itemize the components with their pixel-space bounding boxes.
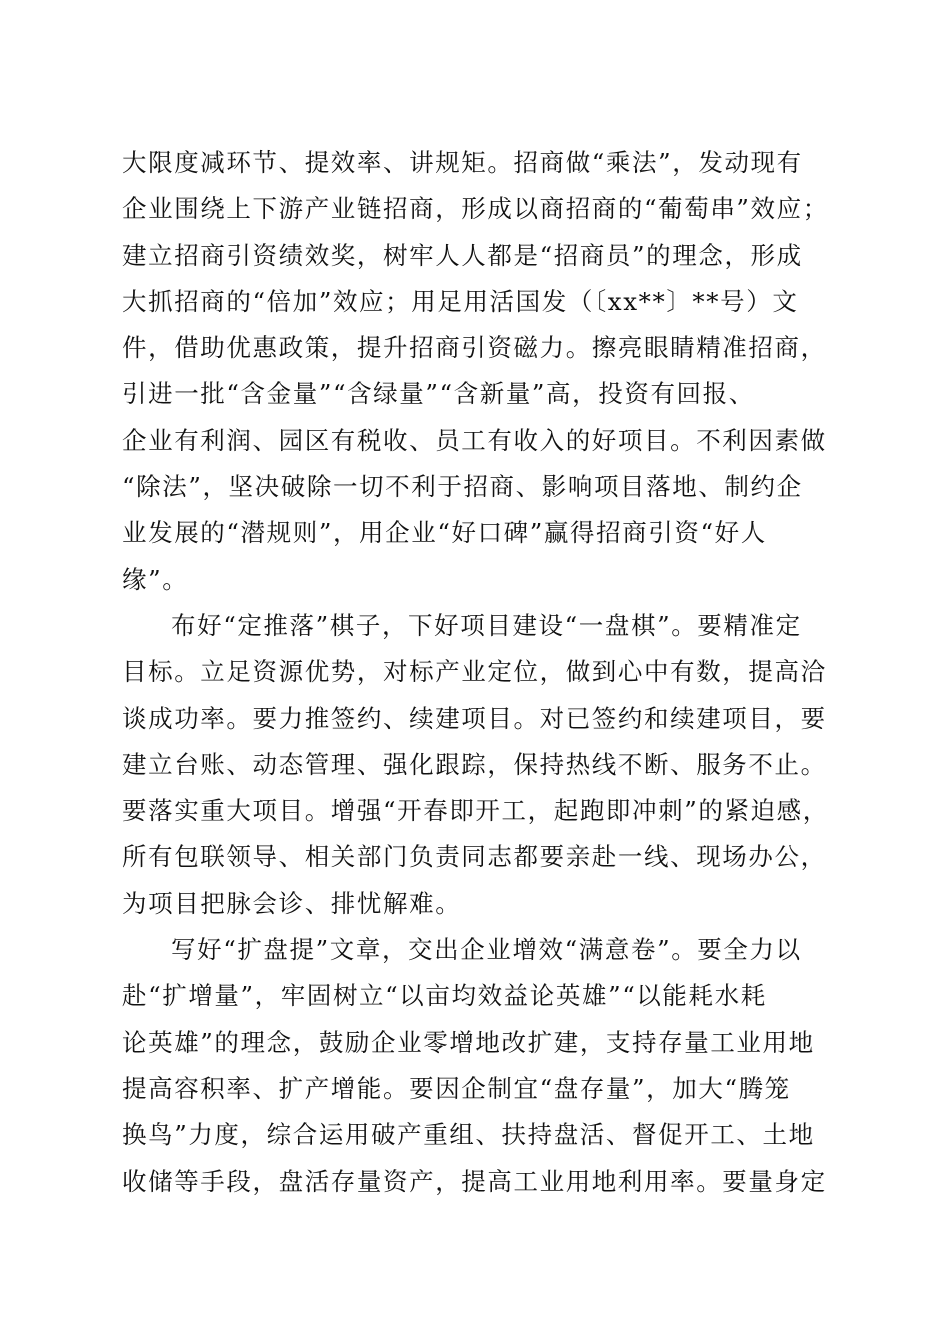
- paragraph-start-line: 布好“定推落”棋子，下好项目建设“一盘棋”。要精准定: [171, 610, 802, 640]
- text-line: 赴“扩增量”，牢固树立“以亩均效益论英雄”“以能耗水耗: [122, 981, 767, 1011]
- text-line: 收储等手段，盘活存量资产，提高工业用地利用率。要量身定: [122, 1166, 827, 1196]
- text-line: 缘”。: [122, 564, 189, 594]
- text-line: “除法”，坚决破除一切不利于招商、影响项目落地、制约企: [122, 472, 803, 502]
- text-line: 建立台账、动态管理、强化跟踪，保持热线不断、服务不止。: [122, 749, 827, 779]
- text-line: 建立招商引资绩效奖，树牢人人都是“招商员”的理念，形成: [122, 240, 803, 270]
- text-line: 所有包联领导、相关部门负责同志都要亲赴一线、现场办公，: [122, 842, 827, 872]
- text-line: 换鸟”力度，综合运用破产重组、扶持盘活、督促开工、土地: [122, 1120, 815, 1150]
- text-line: 论英雄”的理念，鼓励企业零增地改扩建，支持存量工业用地: [122, 1027, 815, 1057]
- paragraph-start-line: 写好“扩盘提”文章，交出企业增效“满意卷”。要全力以: [171, 935, 802, 965]
- text-line: 要落实重大项目。增强“开春即开工，起跑即冲刺”的紧迫感，: [122, 796, 829, 826]
- text-line: 大限度减环节、提效率、讲规矩。招商做“乘法”，发动现有: [122, 148, 803, 177]
- text-line: 大抓招商的“倍加”效应；用足用活国发（〔xx**〕**号）文: [122, 286, 799, 316]
- text-line: 引进一批“含金量”“含绿量”“含新量”高，投资有回报、: [122, 379, 755, 409]
- text-line: 业发展的“潜规则”，用企业“好口碑”赢得招商引资“好人: [122, 518, 767, 548]
- text-line: 提高容积率、扩产增能。要因企制宜“盘存量”，加大“腾笼: [122, 1073, 791, 1103]
- text-line: 企业有利润、园区有税收、员工有收入的好项目。不利因素做: [122, 425, 827, 455]
- text-line: 为项目把脉会诊、排忧解难。: [122, 888, 462, 918]
- text-line: 目标。立足资源优势，对标产业定位，做到心中有数，提高洽: [122, 657, 827, 687]
- text-line: 件，借助优惠政策，提升招商引资磁力。擦亮眼睛精准招商，: [122, 333, 827, 363]
- text-line: 企业围绕上下游产业链招商，形成以商招商的“葡萄串”效应；: [122, 194, 829, 224]
- text-line: 谈成功率。要力推签约、续建项目。对已签约和续建项目，要: [122, 703, 827, 733]
- document-body: [122, 140, 832, 1205]
